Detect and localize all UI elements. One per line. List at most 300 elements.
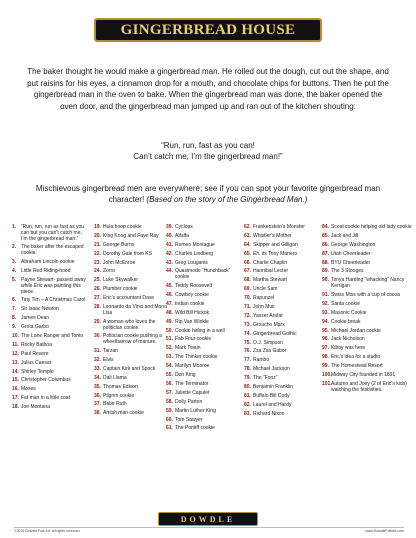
list-item (244, 296, 320, 302)
page-title: GINGERBREAD HOUSE (120, 21, 296, 38)
item-text: Greg Louganis (175, 259, 208, 266)
intro-main: Mischievous gingerbread men are everywhere; see if you can spot your favorite gingerbread man character! (35, 184, 381, 204)
list-column-5 (322, 225, 412, 397)
list-item (322, 373, 412, 379)
item-text: Captain Kirk and Spock (103, 365, 156, 372)
item-text: Sir Isaac Newton (21, 306, 59, 313)
item-number: 35. (94, 383, 101, 390)
item-text: Babe Ruth (103, 401, 127, 408)
item-text: John McEnroe (103, 259, 136, 266)
list-item (12, 260, 88, 266)
item-number: 50. (166, 327, 173, 334)
item-number: 14. (12, 368, 19, 375)
item-text: Politician cookie pushing a wheelbarrow of manure. (103, 333, 162, 346)
item-number: 37. (94, 401, 101, 408)
item-text: Utah Cheerleader (331, 250, 371, 257)
item-number: 85. (322, 232, 329, 239)
item-text: “Run, run, run as fast as you can but you can’t catch me, I’m the gingerbread man.” (21, 224, 85, 242)
list-item (94, 278, 170, 284)
list-item (244, 243, 320, 249)
list-item (12, 225, 88, 242)
item-text: Kilroy was here (331, 345, 366, 352)
item-number: 23. (94, 259, 101, 266)
list-item (166, 284, 242, 290)
list-item (166, 337, 242, 343)
list-item (244, 349, 320, 355)
list-item (166, 225, 242, 231)
item-number: 56. (166, 380, 173, 387)
item-number: 32. (94, 356, 101, 363)
list-item (166, 346, 242, 352)
item-number: 10. (12, 333, 19, 339)
list-item (94, 349, 170, 355)
item-text: Julius Caesar (21, 359, 52, 366)
item-number: 101. (322, 380, 332, 387)
item-number: 39. (166, 224, 173, 230)
item-number: 22. (94, 250, 101, 257)
item-text: Cowboy cookie (175, 292, 209, 299)
item-text: Luke Skywalker (103, 277, 139, 284)
item-number: 79. (244, 375, 251, 382)
item-number: 74. (244, 330, 251, 337)
list-item (12, 387, 88, 393)
item-text: Leonardo da Vinci and Mona Lisa (103, 304, 167, 316)
list-item (166, 391, 242, 397)
list-item (244, 341, 320, 347)
item-text: Hannibal Lecter (253, 268, 289, 275)
list-item (12, 316, 88, 322)
list-item (244, 323, 320, 329)
item-text: The “Fonz” (253, 375, 278, 382)
item-number: 75. (244, 339, 251, 346)
list-item (322, 252, 412, 258)
item-text: Pilgrim cookie (103, 392, 135, 399)
list-item (166, 373, 242, 379)
item-text: The Homestead Resort (331, 363, 383, 370)
item-number: 6. (12, 297, 17, 304)
item-number: 8. (12, 315, 17, 322)
list-item (94, 305, 170, 317)
item-text: Dolly Parton (175, 398, 203, 405)
item-number: 2. (12, 244, 17, 251)
item-text: Hula hoop cookie (103, 224, 142, 230)
item-text: Tiny Tim – A Christmas Carol (21, 297, 86, 304)
item-number: 18. (12, 404, 19, 411)
item-number: 99. (322, 363, 329, 370)
item-text: Shirley Temple (21, 368, 54, 375)
list-item (166, 293, 242, 299)
item-text: Rapunzel (253, 295, 275, 302)
item-text: Buffalo Bill Cody (253, 392, 290, 399)
list-item (244, 269, 320, 275)
item-text: The Lone Ranger and Tonto (21, 333, 84, 339)
item-text: Skipper and Gilligan (253, 241, 298, 248)
item-text: Greta Garbo (21, 324, 49, 331)
list-item (244, 305, 320, 311)
item-text: Abraham Lincoln cookie (21, 259, 75, 266)
item-text: Rocky Balboa (21, 341, 52, 348)
item-text: Rip Van Winkle (175, 318, 209, 325)
list-item (322, 320, 412, 326)
item-number: 80. (244, 384, 251, 391)
item-number: 3. (12, 259, 17, 266)
list-item (322, 302, 412, 308)
item-number: 44. (166, 268, 173, 275)
list-item (166, 261, 242, 267)
item-text: Mark Twain (175, 345, 201, 352)
item-text: Romeo Montague (175, 241, 215, 248)
list-item (166, 252, 242, 258)
list-item (322, 234, 412, 240)
list-item (244, 314, 320, 320)
item-number: 97. (322, 345, 329, 352)
item-number: 36. (94, 392, 101, 399)
item-number: 84. (322, 224, 329, 230)
list-item (12, 325, 88, 331)
item-number: 12. (12, 350, 19, 357)
item-text: Jack and Jill (331, 232, 359, 239)
item-number: 53. (166, 354, 173, 361)
list-item (322, 269, 412, 275)
list-item (94, 234, 170, 240)
list-item (322, 382, 412, 394)
item-number: 55. (166, 372, 173, 379)
item-number: 27. (94, 295, 101, 302)
list-item (244, 261, 320, 267)
item-number: 28. (94, 304, 101, 311)
list-item (166, 426, 242, 432)
list-item (322, 311, 412, 317)
item-number: 96. (322, 336, 329, 343)
item-number: 70. (244, 295, 251, 302)
item-number: 72. (244, 312, 251, 319)
item-text: The Terminator (175, 380, 209, 387)
item-number: 42. (166, 250, 173, 257)
item-number: 52. (166, 345, 173, 352)
item-text: Scout cookie helping old lady cookie (331, 224, 412, 230)
item-number: 89. (322, 268, 329, 275)
item-number: 57. (166, 389, 173, 396)
item-text: Jack Nicholson (331, 336, 365, 343)
item-text: Midway City founded in 1891 (331, 372, 396, 379)
list-item (322, 225, 412, 231)
list-item (166, 302, 242, 308)
title-banner (94, 18, 322, 42)
item-number: 13. (12, 359, 19, 366)
item-text: BYU Cheerleader (331, 259, 371, 266)
item-number: 76. (244, 348, 251, 355)
item-text: Benjamin Franklin (253, 384, 294, 391)
quote-block (26, 140, 390, 162)
item-text: Quasimodo “Hunchback” cookie (175, 268, 231, 281)
item-text: Payne Stewart- passed away while Eric was painting this piece. (21, 276, 86, 295)
item-text: Eh, its Tony Manero (253, 250, 298, 257)
item-number: 98. (322, 354, 329, 361)
list-item (322, 261, 412, 267)
item-text: Indian cookie (175, 300, 205, 307)
item-text: George Washington (331, 241, 376, 248)
list-item (244, 412, 320, 418)
item-number: 51. (166, 336, 173, 343)
item-text: O.J. Simpson (253, 339, 284, 346)
item-text: The 3 Stooges (331, 268, 364, 275)
list-item (322, 329, 412, 335)
item-number: 61. (166, 425, 173, 432)
item-number: 29. (94, 318, 101, 325)
list-item (322, 293, 412, 299)
list-item (244, 394, 320, 400)
item-number: 48. (166, 309, 173, 316)
item-number: 88. (322, 259, 329, 266)
intro-parenthetical: (Based on the story of the Gingerbread Man.) (146, 195, 308, 204)
list-item (166, 311, 242, 317)
item-number: 82. (244, 401, 251, 408)
item-text: Fab Four cookie (175, 336, 212, 343)
list-item (12, 245, 88, 257)
item-text: Martha Stewart (253, 277, 287, 284)
item-text: Paul Revere (21, 350, 49, 357)
item-number: 46. (166, 292, 173, 299)
item-text: James Dean (21, 315, 50, 322)
item-text: Juliette Capulet (175, 389, 210, 396)
item-text: Zsa Zsa Gabor (253, 348, 287, 355)
item-number: 41. (166, 241, 173, 248)
item-number: 15. (12, 377, 19, 384)
footer-divider (14, 527, 404, 528)
story-paragraph (26, 66, 390, 112)
item-text: Eric’s idea for a studio (331, 354, 381, 361)
list-item (322, 364, 412, 370)
list-item (12, 298, 88, 304)
item-number: 66. (244, 259, 251, 266)
list-item (94, 411, 170, 417)
list-item (12, 370, 88, 376)
item-text: Eric’s accountant Dave (103, 295, 155, 302)
list-item (94, 261, 170, 267)
list-item (94, 394, 170, 400)
item-number: 49. (166, 318, 173, 325)
list-item (94, 320, 170, 332)
logo-text: DOWDLE (180, 514, 236, 524)
list-item (94, 367, 170, 373)
item-number: 81. (244, 392, 251, 399)
item-text: Yasser Arafat (253, 312, 283, 319)
list-item (166, 269, 242, 281)
item-text: Michael Jordan cookie (331, 327, 381, 334)
item-number: 78. (244, 366, 251, 373)
item-number: 65. (244, 250, 251, 257)
item-number: 68. (244, 277, 251, 284)
list-item (94, 269, 170, 275)
list-item (94, 376, 170, 382)
item-number: 5. (12, 276, 17, 283)
list-item (166, 234, 242, 240)
list-item (166, 409, 242, 415)
list-item (244, 358, 320, 364)
item-number: 59. (166, 407, 173, 414)
list-item (244, 385, 320, 391)
item-number: 60. (166, 416, 173, 423)
item-text: Tonya Harding “whacking” Nancy Kerrigan (331, 277, 405, 290)
item-text: Autumn and Joey (2 of Eric’s kids) watching the festivities. (331, 380, 407, 393)
item-text: King Kong and Faye Ray (103, 232, 159, 239)
item-number: 73. (244, 321, 251, 328)
list-item (12, 334, 88, 340)
list-column-1 (12, 225, 88, 414)
dowdle-logo (158, 512, 258, 526)
item-number: 11. (12, 341, 19, 348)
list-item (166, 418, 242, 424)
item-number: 83. (244, 410, 251, 417)
item-number: 24. (94, 268, 101, 275)
list-item (12, 278, 88, 295)
item-text: Dorothy Gale from KS (103, 250, 152, 257)
item-text: Cyclops (175, 224, 193, 230)
item-number: 19. (94, 224, 101, 230)
item-number: 40. (166, 232, 173, 239)
item-text: John Muir (253, 304, 275, 311)
list-item (322, 243, 412, 249)
list-item (12, 269, 88, 275)
item-number: 90. (322, 277, 329, 284)
list-item (12, 405, 88, 411)
item-number: 20. (94, 232, 101, 239)
item-text: Charlie Chaplin (253, 259, 288, 266)
item-text: Plumber cookie (103, 286, 138, 293)
item-text: Frankenstein’s Monster (253, 224, 305, 230)
item-number: 92. (322, 300, 329, 307)
list-item (322, 346, 412, 352)
list-item (12, 343, 88, 349)
item-text: Tom Sawyer (175, 416, 203, 423)
item-number: 62. (244, 224, 251, 230)
item-number: 93. (322, 309, 329, 316)
item-number: 64. (244, 241, 251, 248)
list-item (12, 378, 88, 384)
list-column-2 (94, 225, 170, 420)
item-number: 43. (166, 259, 173, 266)
item-text: The Pontiff cookie (175, 425, 215, 432)
list-item (244, 332, 320, 338)
list-item (12, 352, 88, 358)
item-number: 34. (94, 374, 101, 381)
website-text: www.DowdleFolkArt.com (365, 529, 404, 533)
item-text: Charles Lindberg (175, 250, 214, 257)
list-item (166, 355, 242, 361)
list-column-4 (244, 225, 320, 421)
list-item (244, 278, 320, 284)
item-number: 69. (244, 286, 251, 293)
list-item (322, 278, 412, 290)
list-item (166, 364, 242, 370)
item-text: The Thinker cookie (175, 354, 218, 361)
item-number: 4. (12, 268, 17, 275)
list-item (244, 252, 320, 258)
item-text: Fat man in a little coat (21, 395, 70, 402)
item-text: Cookie break (331, 318, 361, 325)
item-text: Michael Jackson (253, 366, 290, 373)
item-number: 71. (244, 304, 251, 311)
item-text: Little Red Riding-hood (21, 268, 71, 275)
item-text: Gingerbread Gothic (253, 330, 297, 337)
list-item (94, 252, 170, 258)
list-item (12, 307, 88, 313)
list-item (244, 225, 320, 231)
list-item (94, 358, 170, 364)
list-item (94, 296, 170, 302)
item-number: 30. (94, 333, 101, 340)
list-item (94, 334, 170, 346)
item-text: Don King (175, 372, 196, 379)
list-item (322, 355, 412, 361)
item-number: 67. (244, 268, 251, 275)
item-text: Thomas Edison (103, 383, 138, 390)
item-text: Laurel and Hardy (253, 401, 292, 408)
list-item (94, 243, 170, 249)
item-text: Teddy Roosevelt (175, 283, 212, 290)
item-text: Masonic Cookie (331, 309, 367, 316)
item-number: 58. (166, 398, 173, 405)
story-text: The baker thought he would make a gingerbread man. He rolled out the dough, cut out the shape, and put raisins for his eyes, a cinnamon drop for a mouth, and chocolate chips for buttons. Then he put the gingerbread man in the oven to bake. When the gingerbread man was done, the baker opened the oven door, and the gingerbread man jumped up and ran out of the kitchen shouting: (27, 67, 389, 111)
item-text: Moses (21, 386, 36, 393)
item-number: 38. (94, 410, 101, 417)
list-item (166, 382, 242, 388)
item-text: A woman who loves the politician cookie. (103, 318, 156, 331)
item-number: 7. (12, 306, 17, 313)
item-text: Tarzan (103, 348, 119, 355)
list-item (244, 234, 320, 240)
quote-line-1: “Run, run, fast as you can! (161, 141, 255, 150)
item-number: 87. (322, 250, 329, 257)
list-item (166, 320, 242, 326)
item-text: Wild Bill Hickok (175, 309, 210, 316)
item-text: Zorro (103, 268, 115, 275)
item-text: Groucho Marx (253, 321, 285, 328)
item-text: The baker after the escaped cookie. (21, 244, 84, 257)
list-item (244, 376, 320, 382)
item-number: 86. (322, 241, 329, 248)
list-item (322, 337, 412, 343)
item-text: Joe Montana (21, 404, 50, 411)
item-text: Santa cookie (331, 300, 360, 307)
item-number: 94. (322, 318, 329, 325)
item-number: 26. (94, 286, 101, 293)
list-item (244, 367, 320, 373)
list-item (94, 225, 170, 231)
item-text: Marilyn Monroe (175, 363, 210, 370)
item-number: 21. (94, 241, 101, 248)
item-text: Martin Luther King (175, 407, 216, 414)
item-text: Christopher Columbus (21, 377, 71, 384)
item-text: Dali Llama (103, 374, 127, 381)
list-item (166, 400, 242, 406)
item-number: 95. (322, 327, 329, 334)
list-item (166, 329, 242, 335)
item-number: 1. (12, 224, 17, 230)
item-text: Rambo (253, 357, 270, 364)
item-number: 100. (322, 372, 332, 379)
item-text: Alfalfa (175, 232, 189, 239)
item-text: George Burns (103, 241, 135, 248)
item-number: 45. (166, 283, 173, 290)
list-item (94, 402, 170, 408)
item-number: 9. (12, 324, 17, 331)
quote-line-2: Can’t catch me, I’m the gingerbread man!” (133, 152, 283, 161)
item-number: 91. (322, 292, 329, 299)
item-text: Richard Nixon (253, 410, 285, 417)
list-item (94, 385, 170, 391)
item-text: Swiss Miss with a cup of cocoa (331, 292, 400, 299)
